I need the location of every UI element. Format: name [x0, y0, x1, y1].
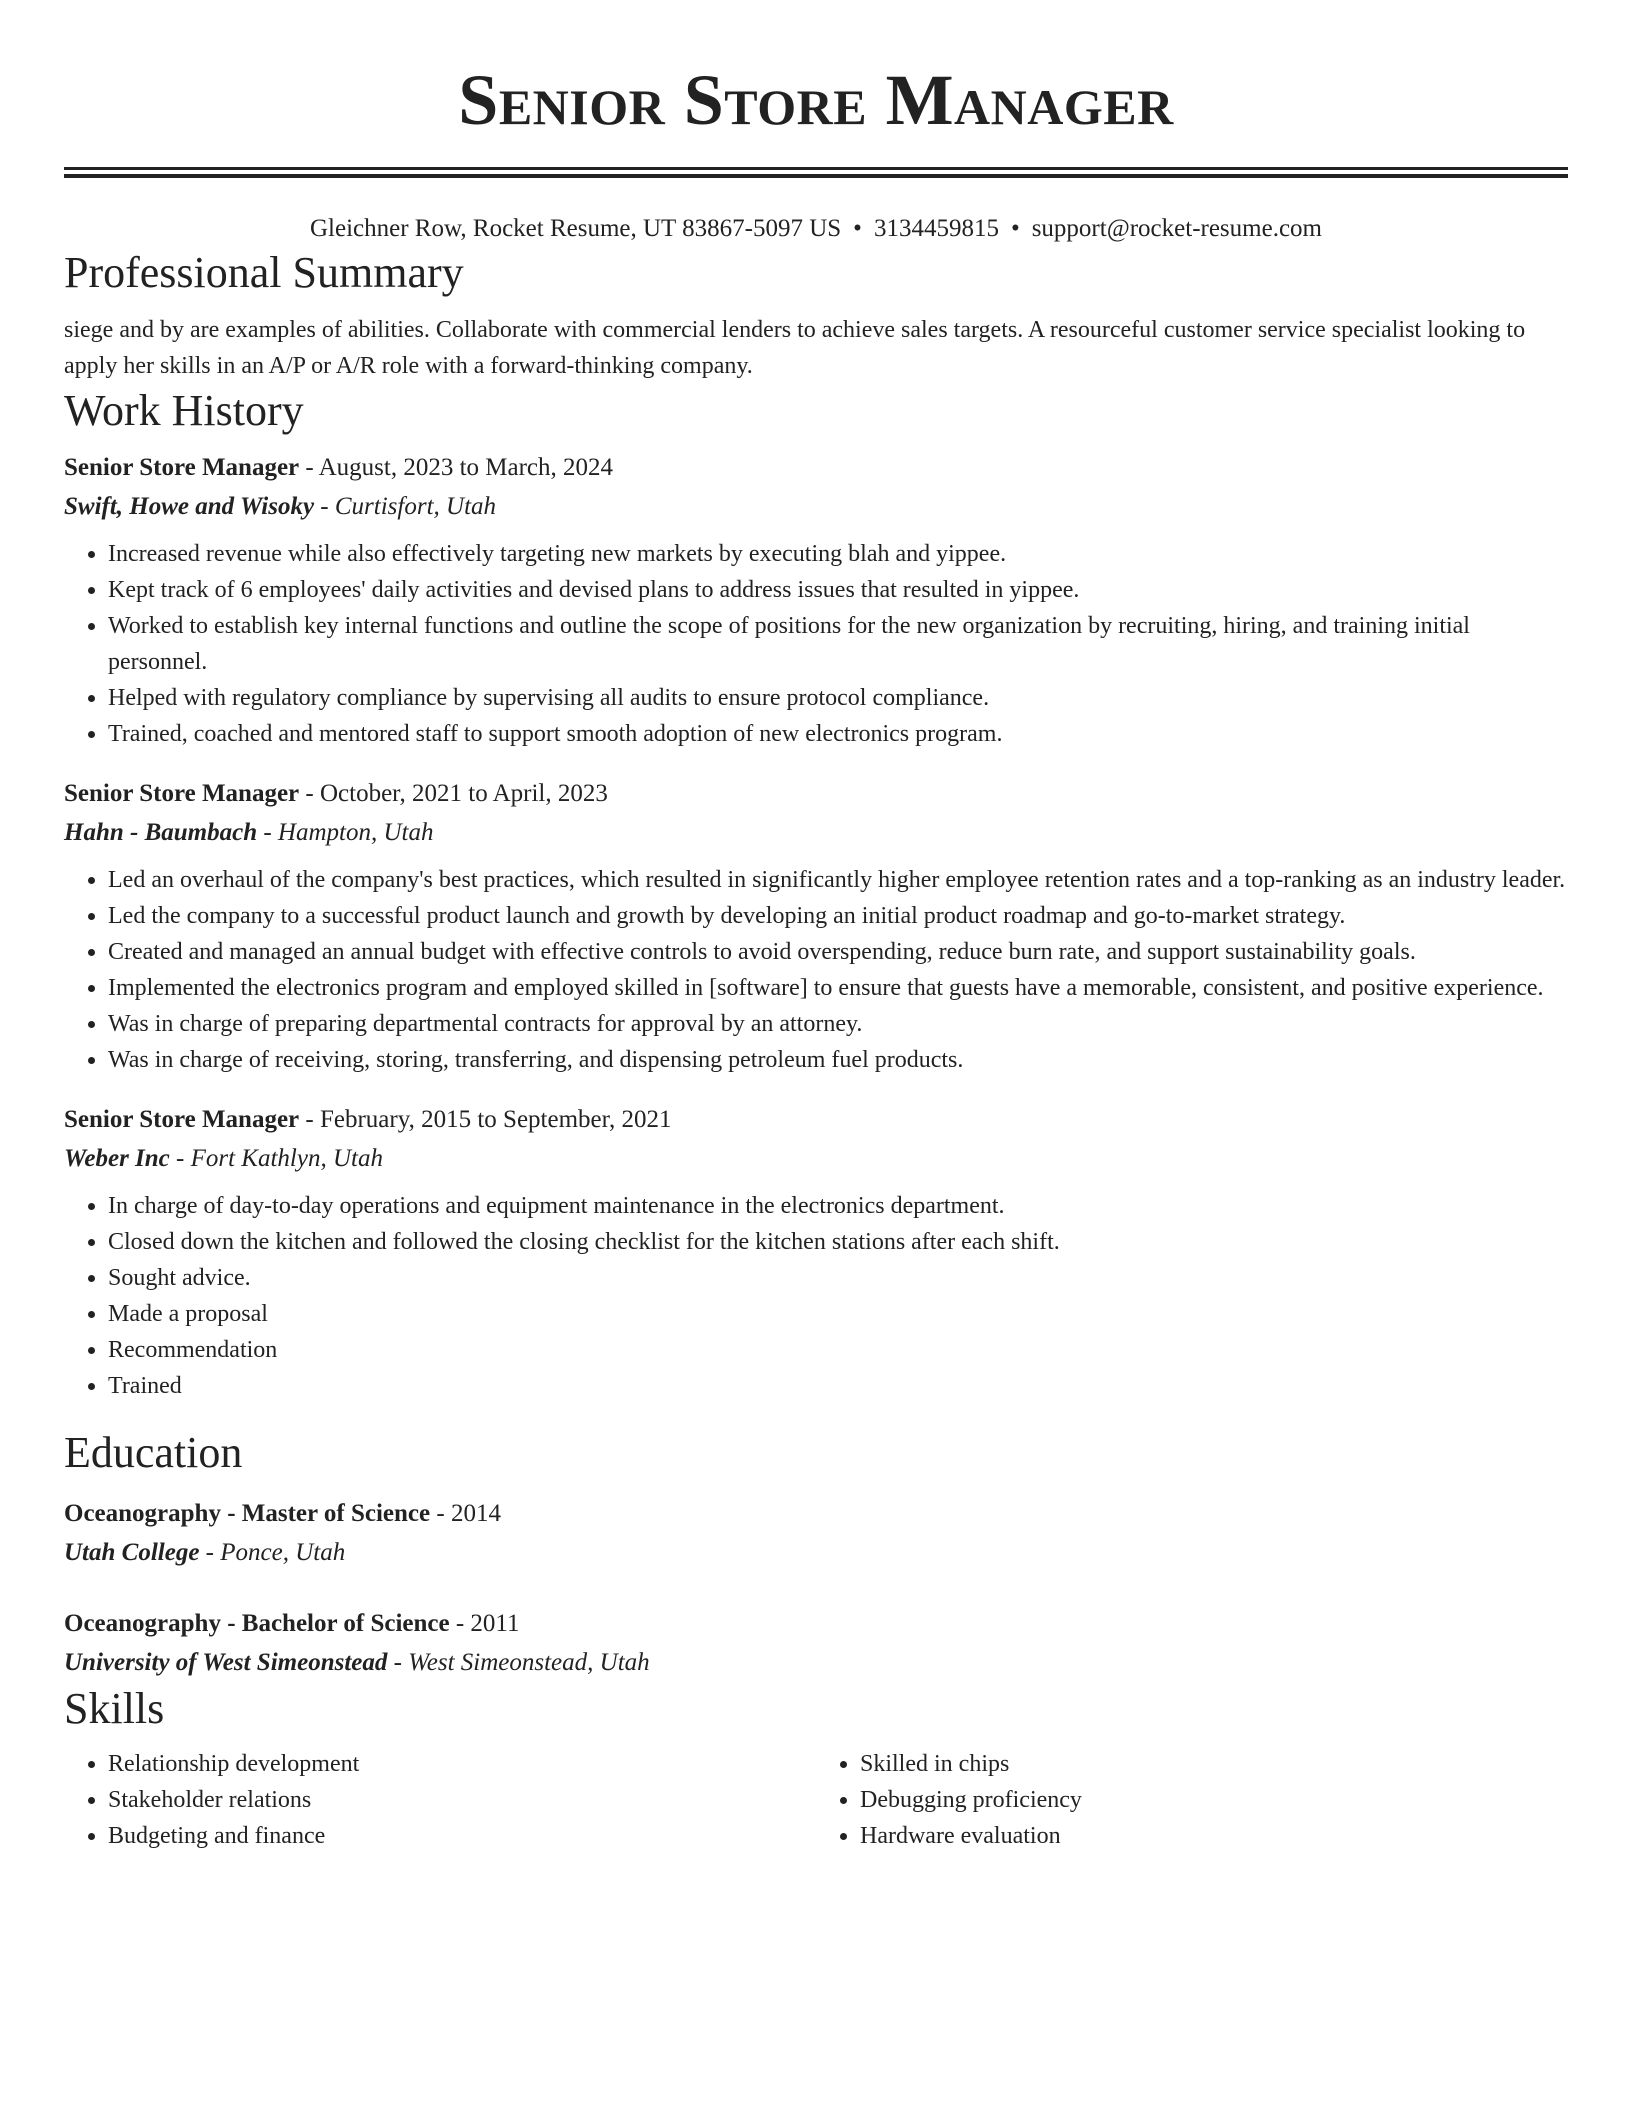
list-item: • Kept track of 6 employees' daily activities and devised plans to address issues that resulted in yippee. — [108, 572, 1568, 608]
education-school-line — [64, 1643, 1568, 1682]
list-item: • Was in charge of receiving, storing, transferring, and dispensing petroleum fuel products. — [108, 1042, 1568, 1078]
job-employer — [64, 487, 1568, 526]
education-location: - West Simeonstead, Utah — [387, 1649, 650, 1676]
skill-item: • Skilled in chips — [860, 1746, 1568, 1782]
skill-item: • Budgeting and finance — [108, 1818, 816, 1854]
skill-item: • Debugging proficiency — [860, 1782, 1568, 1818]
education-location: - Ponce, Utah — [199, 1539, 346, 1566]
summary-heading: Professional Summary — [64, 248, 464, 297]
contact-line — [64, 212, 1568, 246]
contact-separator: • — [1010, 215, 1020, 242]
job-header — [64, 1100, 1568, 1139]
job-company: Weber Inc — [64, 1145, 170, 1172]
list-item: • Led the company to a successful product launch and growth by developing an initial product roadmap and go-to-market strategy. — [108, 898, 1568, 934]
list-item: • Increased revenue while also effectively targeting new markets by executing blah and yippee. — [108, 536, 1568, 572]
job-header — [64, 448, 1568, 487]
education-heading: Education — [64, 1428, 243, 1477]
skills-column-right — [816, 1746, 1568, 1854]
job-company: Swift, Howe and Wisoky — [64, 493, 315, 520]
list-item: • Recommendation — [108, 1332, 1568, 1368]
job-location: - Curtisfort, Utah — [314, 493, 497, 520]
education-school: Utah College — [64, 1539, 200, 1566]
list-item: • Helped with regulatory compliance by supervising all audits to ensure protocol compliance. — [108, 680, 1568, 716]
list-item: • Worked to establish key internal functions and outline the scope of positions for the new organization by recruiting, hiring, and training initial personnel. — [108, 608, 1568, 680]
job-title: Senior Store Manager — [64, 780, 300, 807]
list-item: • Trained — [108, 1368, 1568, 1404]
summary-text: siege and by are examples of abilities. Collaborate with commercial lenders to achieve sales targets. A resourceful customer service specialist looking to apply her skills in an A/P or A/R role with a forward-thinking company. — [64, 317, 1526, 379]
contact-address: Gleichner Row, Rocket Resume, UT 83867-5097 US — [309, 215, 842, 242]
education-degree: Oceanography - Master of Science — [64, 1500, 431, 1527]
work-history-heading: Work History — [64, 386, 304, 435]
list-item: • Closed down the kitchen and followed the closing checklist for the kitchen stations after each shift. — [108, 1224, 1568, 1260]
job-location: - Hampton, Utah — [257, 819, 434, 846]
job-location: - Fort Kathlyn, Utah — [169, 1145, 383, 1172]
list-item: • Made a proposal — [108, 1296, 1568, 1332]
resume-title: Senior Store Manager — [458, 60, 1174, 140]
contact-phone: 3134459815 — [873, 215, 999, 242]
list-item: • Was in charge of preparing departmental contracts for approval by an attorney. — [108, 1006, 1568, 1042]
job-employer — [64, 1139, 1568, 1178]
job-dates: - October, 2021 to April, 2023 — [299, 780, 608, 807]
job-dates: - August, 2023 to March, 2024 — [299, 454, 614, 481]
job-entry — [64, 774, 1568, 1078]
education-school-line — [64, 1533, 1568, 1572]
job-bullets — [64, 536, 1568, 752]
job-header — [64, 774, 1568, 813]
contact-email: support@rocket-resume.com — [1031, 215, 1322, 242]
skills-heading: Skills — [64, 1684, 165, 1733]
job-company: Hahn - Baumbach — [64, 819, 258, 846]
education-entry — [64, 1604, 1568, 1682]
education-header — [64, 1494, 1568, 1533]
job-bullets — [64, 862, 1568, 1078]
list-item: • Led an overhaul of the company's best practices, which resulted in significantly higher employee retention rates and a top-ranking as an industry leader. — [108, 862, 1568, 898]
education-school: University of West Simeonstead — [64, 1649, 388, 1676]
education-header — [64, 1604, 1568, 1643]
skill-item: • Relationship development — [108, 1746, 816, 1782]
job-entry — [64, 448, 1568, 752]
list-item: • Created and managed an annual budget with effective controls to avoid overspending, reduce burn rate, and support sustainability goals. — [108, 934, 1568, 970]
skills-list — [64, 1746, 1568, 1854]
job-bullets — [64, 1188, 1568, 1404]
skills-column-left — [64, 1746, 816, 1854]
job-title: Senior Store Manager — [64, 1106, 300, 1133]
list-item: • In charge of day-to-day operations and equipment maintenance in the electronics department. — [108, 1188, 1568, 1224]
education-degree: Oceanography - Bachelor of Science — [64, 1610, 450, 1637]
skill-item: • Hardware evaluation — [860, 1818, 1568, 1854]
education-year: - 2011 — [449, 1610, 520, 1637]
education-year: - 2014 — [430, 1500, 501, 1527]
job-title: Senior Store Manager — [64, 454, 300, 481]
list-item: • Implemented the electronics program and employed skilled in [software] to ensure that guests have a memorable, consistent, and positive experience. — [108, 970, 1568, 1006]
job-employer — [64, 813, 1568, 852]
job-entry — [64, 1100, 1568, 1404]
list-item: • Trained, coached and mentored staff to support smooth adoption of new electronics program. — [108, 716, 1568, 752]
contact-separator: • — [853, 215, 862, 242]
title-divider — [64, 167, 1568, 178]
skill-item: • Stakeholder relations — [108, 1782, 816, 1818]
list-item: • Sought advice. — [108, 1260, 1568, 1296]
education-entry — [64, 1494, 1568, 1572]
job-dates: - February, 2015 to September, 2021 — [299, 1106, 672, 1133]
